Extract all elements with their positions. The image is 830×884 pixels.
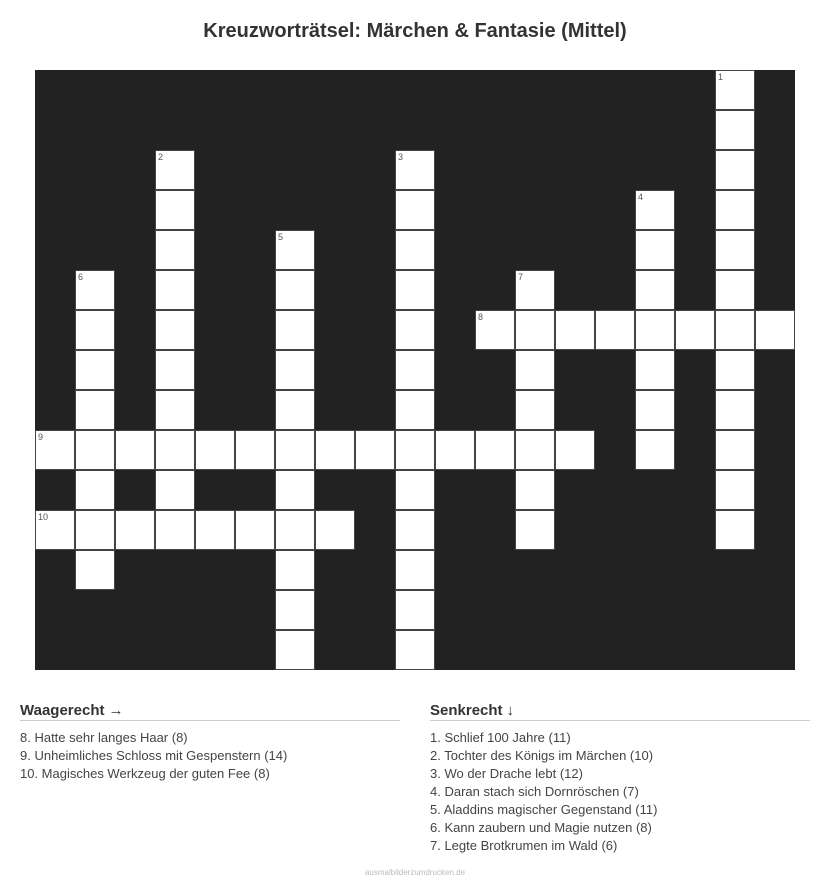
- grid-cell[interactable]: [515, 350, 555, 390]
- grid-cell[interactable]: [515, 470, 555, 510]
- grid-cell[interactable]: [755, 310, 795, 350]
- grid-cell[interactable]: [395, 150, 435, 190]
- grid-cell[interactable]: [75, 310, 115, 350]
- grid-cell[interactable]: [155, 390, 195, 430]
- grid-cell[interactable]: [75, 430, 115, 470]
- grid-cell[interactable]: [155, 190, 195, 230]
- grid-cell[interactable]: [195, 430, 235, 470]
- grid-cell[interactable]: [75, 270, 115, 310]
- grid-cell[interactable]: [395, 230, 435, 270]
- across-heading-label: Waagerecht: [20, 702, 105, 719]
- grid-cell[interactable]: [715, 510, 755, 550]
- clue-number: 3: [398, 152, 404, 162]
- grid-cell[interactable]: [115, 430, 155, 470]
- down-heading: [430, 702, 810, 721]
- grid-cell[interactable]: [155, 230, 195, 270]
- grid-cell[interactable]: [155, 510, 195, 550]
- grid-cell[interactable]: [155, 470, 195, 510]
- grid-cell[interactable]: [75, 350, 115, 390]
- grid-cell[interactable]: [635, 230, 675, 270]
- grid-cell[interactable]: [235, 510, 275, 550]
- grid-cell[interactable]: [275, 350, 315, 390]
- grid-cell[interactable]: [635, 190, 675, 230]
- grid-cell[interactable]: [275, 270, 315, 310]
- clue-across-8: 8. Hatte sehr langes Haar (8): [20, 730, 188, 745]
- grid-cell[interactable]: [355, 430, 395, 470]
- clue-number: 5: [278, 232, 284, 242]
- grid-cell[interactable]: [395, 470, 435, 510]
- clue-down-2: 2. Tochter des Königs im Märchen (10): [430, 748, 654, 763]
- grid-cell[interactable]: [635, 270, 675, 310]
- grid-cell[interactable]: [515, 310, 555, 350]
- grid-cell[interactable]: [715, 310, 755, 350]
- grid-cell[interactable]: [155, 270, 195, 310]
- across-heading: [20, 702, 400, 721]
- clue-number: 10: [38, 512, 49, 522]
- grid-cell[interactable]: [315, 510, 355, 550]
- grid-cell[interactable]: [715, 230, 755, 270]
- grid-cell[interactable]: [435, 430, 475, 470]
- grid-cell[interactable]: [75, 390, 115, 430]
- grid-cell[interactable]: [715, 430, 755, 470]
- grid-cell[interactable]: [275, 550, 315, 590]
- grid-cell[interactable]: [395, 510, 435, 550]
- page-title: Kreuzworträtsel: Märchen & Fantasie (Mittel): [203, 20, 627, 42]
- clue-number: 9: [38, 432, 44, 442]
- grid-cell[interactable]: [635, 350, 675, 390]
- grid-cell[interactable]: [395, 270, 435, 310]
- footer-credit: ausmalbilderzumdrucken.de: [364, 868, 466, 877]
- grid-cell[interactable]: [395, 350, 435, 390]
- grid-cell[interactable]: [715, 190, 755, 230]
- grid-cell[interactable]: [395, 310, 435, 350]
- grid-cell[interactable]: [635, 390, 675, 430]
- grid-cell[interactable]: [235, 430, 275, 470]
- down-heading-label: Senkrecht: [430, 702, 503, 719]
- grid-cell[interactable]: [595, 310, 635, 350]
- down-clues: [430, 702, 810, 855]
- grid-cell[interactable]: [155, 430, 195, 470]
- grid-cell[interactable]: [195, 510, 235, 550]
- clue-number: 8: [478, 312, 484, 322]
- grid-cell[interactable]: [35, 430, 75, 470]
- grid-cell[interactable]: [155, 150, 195, 190]
- clue-number: 4: [638, 192, 644, 202]
- grid-cell[interactable]: [275, 590, 315, 630]
- right-arrow-icon: →: [108, 702, 124, 719]
- grid-cell[interactable]: [35, 510, 75, 550]
- clue-down-1: 1. Schlief 100 Jahre (11): [430, 730, 571, 745]
- grid-cell[interactable]: [635, 430, 675, 470]
- clue-across-9: 9. Unheimliches Schloss mit Gespenstern (14): [20, 748, 288, 763]
- grid-cell[interactable]: [155, 350, 195, 390]
- grid-cell[interactable]: [555, 310, 595, 350]
- clue-across-10: 10. Magisches Werkzeug der guten Fee (8): [20, 766, 270, 781]
- clue-down-5: 5. Aladdins magischer Gegenstand (11): [430, 802, 658, 817]
- clue-number: 7: [518, 272, 524, 282]
- grid-cell[interactable]: [275, 630, 315, 670]
- grid-cell[interactable]: [715, 150, 755, 190]
- grid-cell[interactable]: [275, 310, 315, 350]
- grid-cell[interactable]: [475, 430, 515, 470]
- grid-cell[interactable]: [715, 270, 755, 310]
- grid-cell[interactable]: [395, 550, 435, 590]
- grid-cell[interactable]: [635, 310, 675, 350]
- grid-cell[interactable]: [515, 390, 555, 430]
- grid-cell[interactable]: [515, 270, 555, 310]
- clue-number: 1: [718, 72, 724, 82]
- across-clues: [20, 702, 400, 783]
- grid-cell[interactable]: [715, 70, 755, 110]
- grid-cell[interactable]: [515, 510, 555, 550]
- grid-cell[interactable]: [155, 310, 195, 350]
- grid-cell[interactable]: [115, 510, 155, 550]
- clue-down-6: 6. Kann zaubern und Magie nutzen (8): [430, 820, 652, 835]
- down-arrow-icon: ↓: [506, 702, 515, 719]
- grid-cell[interactable]: [555, 430, 595, 470]
- grid-cell[interactable]: [275, 430, 315, 470]
- grid-cell[interactable]: [275, 230, 315, 270]
- clue-down-3: 3. Wo der Drache lebt (12): [430, 766, 583, 781]
- grid-cell[interactable]: [395, 190, 435, 230]
- grid-cell[interactable]: [275, 470, 315, 510]
- clue-number: 6: [78, 272, 84, 282]
- grid-cell[interactable]: [515, 430, 555, 470]
- grid-cell[interactable]: [715, 470, 755, 510]
- grid-cell[interactable]: [395, 590, 435, 630]
- grid-cell[interactable]: [275, 510, 315, 550]
- clue-down-4: 4. Daran stach sich Dornröschen (7): [430, 784, 639, 799]
- grid-cell[interactable]: [315, 430, 355, 470]
- crossword-grid: [35, 70, 795, 670]
- grid-cell[interactable]: [75, 510, 115, 550]
- clue-down-7: 7. Legte Brotkrumen im Wald (6): [430, 838, 618, 853]
- grid-cell[interactable]: [715, 390, 755, 430]
- grid-cell[interactable]: [675, 310, 715, 350]
- grid-cell[interactable]: [275, 390, 315, 430]
- clue-number: 2: [158, 152, 164, 162]
- grid-cell[interactable]: [715, 110, 755, 150]
- grid-cell[interactable]: [715, 350, 755, 390]
- grid-cell[interactable]: [75, 470, 115, 510]
- grid-cell[interactable]: [395, 390, 435, 430]
- grid-cell[interactable]: [395, 630, 435, 670]
- grid-cell[interactable]: [475, 310, 515, 350]
- grid-cell[interactable]: [395, 430, 435, 470]
- grid-cell[interactable]: [75, 550, 115, 590]
